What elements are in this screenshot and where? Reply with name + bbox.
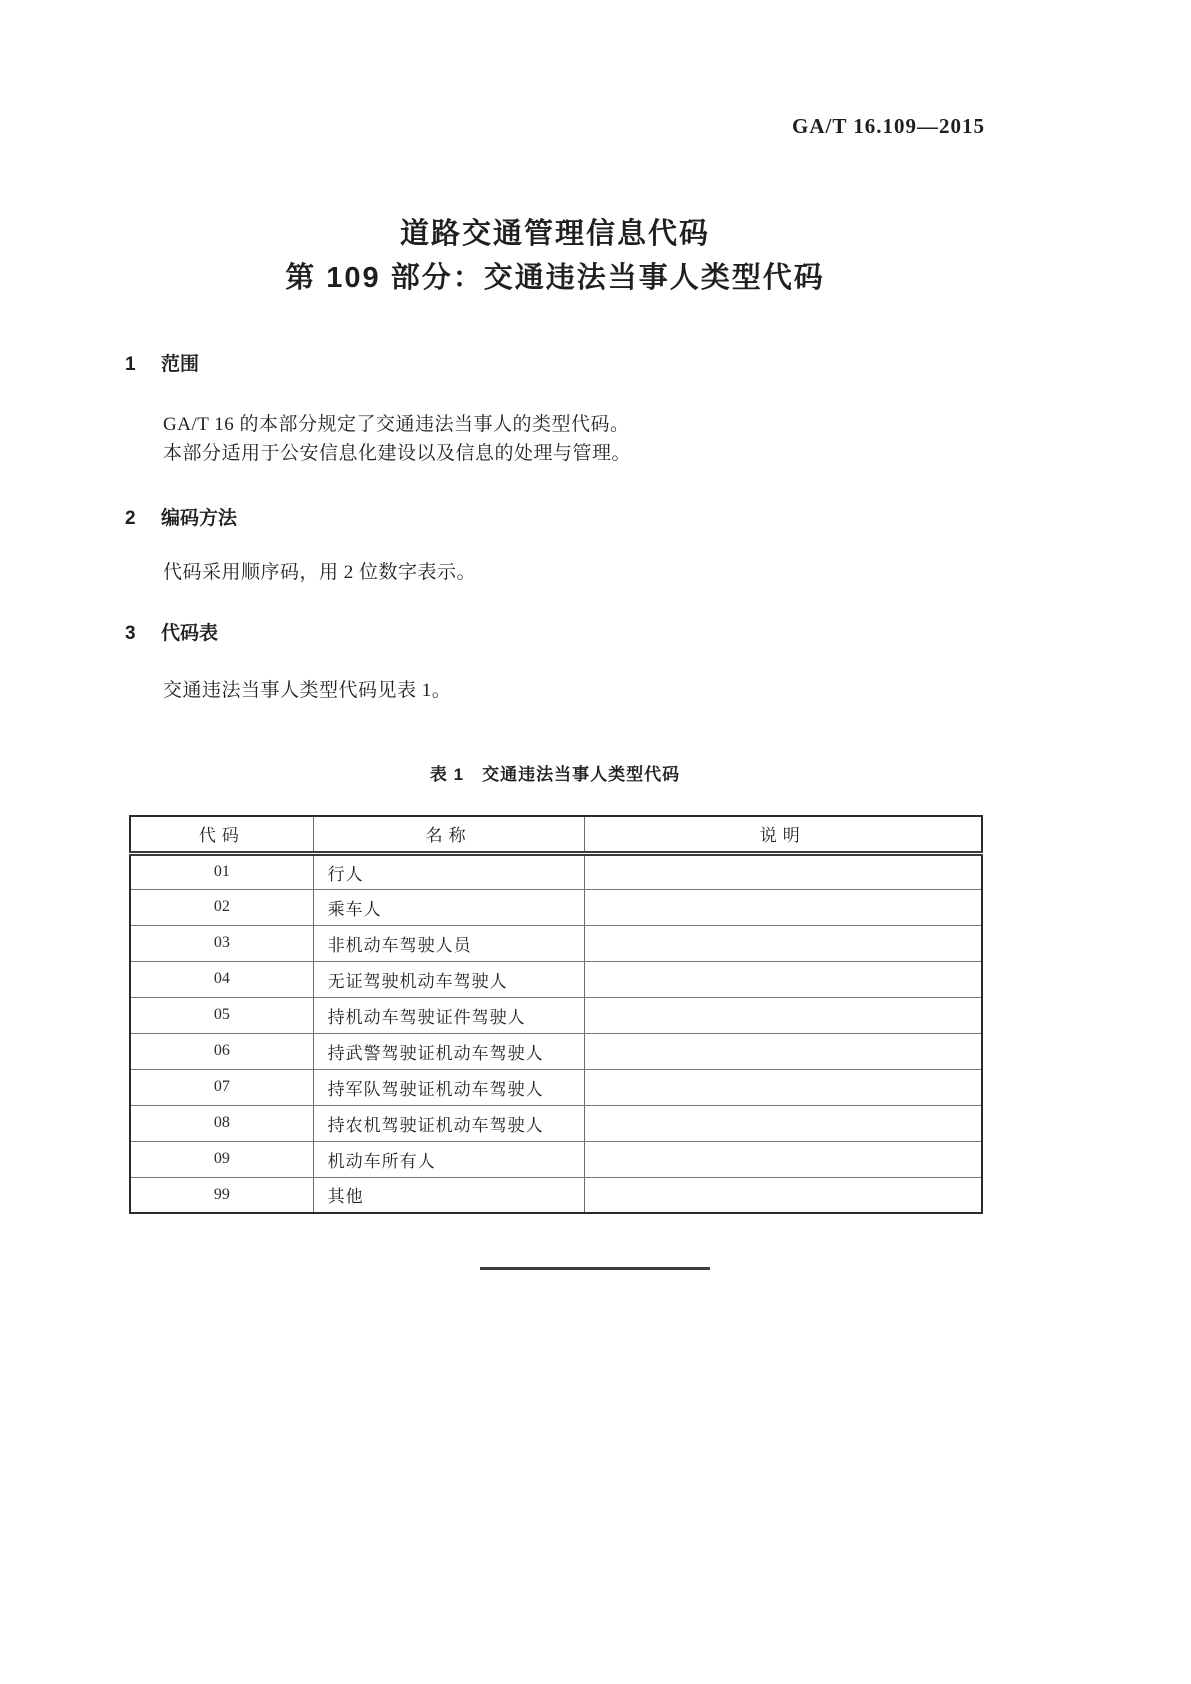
- name-cell: 机动车所有人: [313, 1141, 584, 1177]
- desc-cell: [584, 1141, 982, 1177]
- table-row: [130, 925, 982, 961]
- section-2-title: 编码方法: [161, 508, 238, 529]
- code-cell: 01: [130, 853, 313, 889]
- table-row: [130, 997, 982, 1033]
- section-3-number: 3: [125, 623, 136, 644]
- table-caption: [125, 763, 985, 787]
- name-cell: 无证驾驶机动车驾驶人: [313, 961, 584, 997]
- section-1-heading: [125, 352, 985, 378]
- code-cell: 99: [213, 1185, 230, 1203]
- section-3-heading: [125, 621, 985, 647]
- desc-cell: [584, 1033, 982, 1069]
- table-row: [130, 853, 982, 889]
- paragraph: 代码采用顺序码，用 2 位数字表示。: [163, 562, 477, 583]
- column-header-code: 代码: [130, 816, 313, 853]
- table-row: [130, 961, 982, 997]
- name-cell: 其他: [313, 1177, 584, 1213]
- document-title: [125, 212, 985, 300]
- code-cell: 04: [130, 961, 313, 997]
- table-row: [130, 889, 982, 925]
- desc-cell: [584, 1105, 982, 1141]
- title-line-2: 第 109 部分：交通违法当事人类型代码: [285, 262, 825, 294]
- end-of-document-rule: [480, 1267, 710, 1270]
- column-header-name: 名称: [313, 816, 584, 853]
- name-cell: 持农机驾驶证机动车驾驶人: [313, 1105, 584, 1141]
- table-row: [130, 1141, 982, 1177]
- section-2-body: [125, 558, 985, 587]
- name-cell: 行人: [313, 853, 584, 889]
- table-caption-label: 表 1: [429, 765, 465, 784]
- paragraph: 交通违法当事人类型代码见表 1。: [163, 680, 452, 701]
- desc-cell: [584, 853, 982, 889]
- name-cell: 持军队驾驶证机动车驾驶人: [313, 1069, 584, 1105]
- table-row: [130, 1105, 982, 1141]
- desc-cell: [584, 889, 982, 925]
- section-2-number: 2: [125, 508, 136, 529]
- desc-cell: [584, 961, 982, 997]
- code-cell: 08: [130, 1105, 313, 1141]
- name-cell: 非机动车驾驶人员: [313, 925, 584, 961]
- table-header-row: [130, 816, 982, 853]
- desc-cell: [584, 925, 982, 961]
- paragraph: GA/T 16 的本部分规定了交通违法当事人的类型代码。: [163, 414, 630, 435]
- section-1-number: 1: [125, 354, 136, 375]
- column-header-desc: 说明: [584, 816, 982, 853]
- section-3-body: [125, 676, 985, 705]
- code-table: [129, 815, 983, 1214]
- paragraph: 本部分适用于公安信息化建设以及信息的处理与管理。: [163, 443, 632, 464]
- code-cell: 07: [130, 1069, 313, 1105]
- code-cell: 03: [130, 925, 313, 961]
- table-caption-text: 交通违法当事人类型代码: [482, 765, 681, 784]
- section-3-title: 代码表: [161, 623, 219, 644]
- section-2-heading: [125, 506, 985, 532]
- code-cell: 06: [130, 1033, 313, 1069]
- table-row: [130, 1033, 982, 1069]
- table-row: [130, 1069, 982, 1105]
- section-1-title: 范围: [161, 354, 200, 375]
- code-cell: 09: [130, 1141, 313, 1177]
- code-cell: 05: [130, 997, 313, 1033]
- standard-number: GA/T 16.109—2015: [792, 114, 985, 138]
- section-1-body: [125, 410, 985, 468]
- document-content: [125, 0, 985, 1270]
- name-cell: 持机动车驾驶证件驾驶人: [313, 997, 584, 1033]
- code-cell: 02: [130, 889, 313, 925]
- desc-cell: [584, 997, 982, 1033]
- name-cell: 持武警驾驶证机动车驾驶人: [313, 1033, 584, 1069]
- title-line-1: 道路交通管理信息代码: [399, 218, 710, 250]
- name-cell: 乘车人: [313, 889, 584, 925]
- desc-cell: [584, 1177, 982, 1213]
- desc-cell: [584, 1069, 982, 1105]
- table-row: [130, 1177, 982, 1213]
